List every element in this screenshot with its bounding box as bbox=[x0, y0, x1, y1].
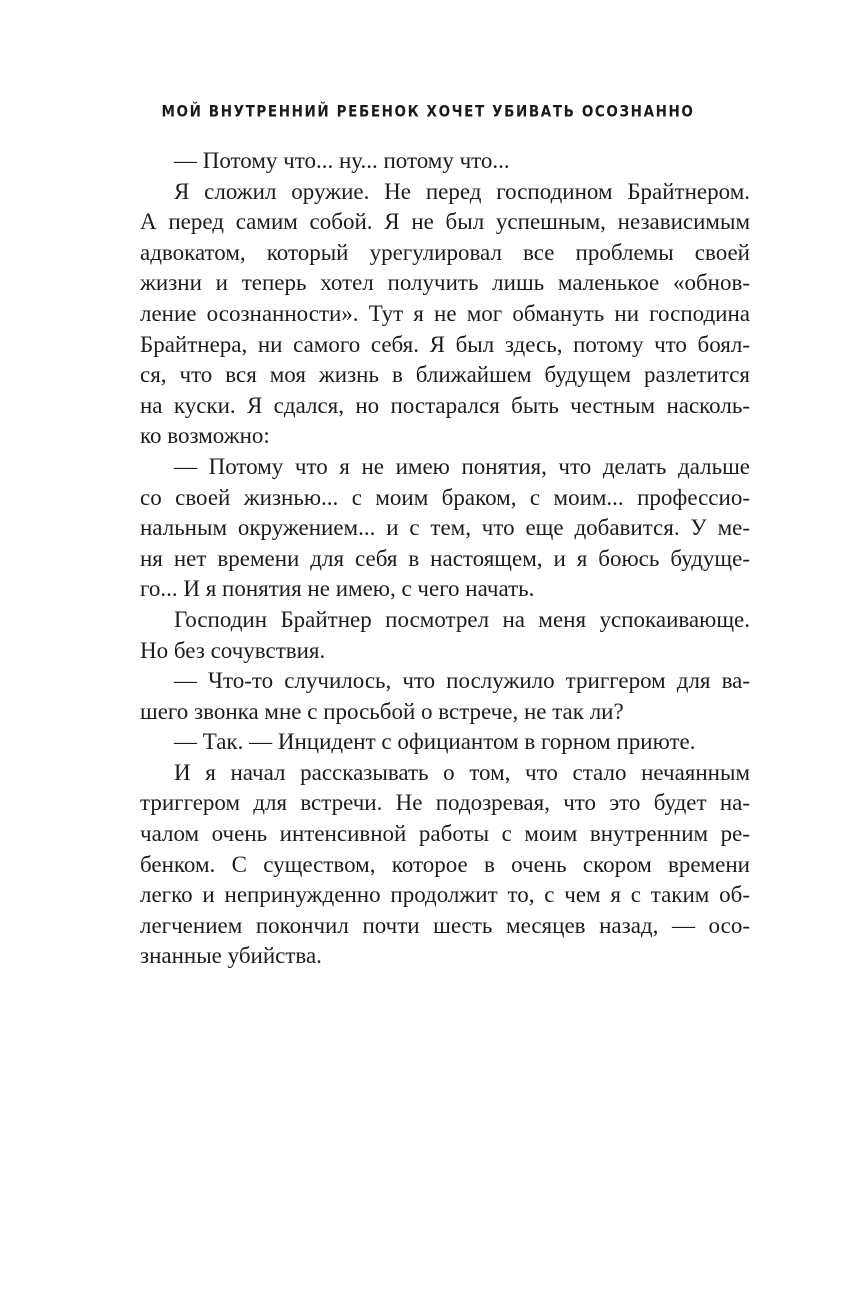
text-line: — Что-то случилось, что послужило триггером для ва- bbox=[174, 668, 750, 694]
text-line: Брайтнера, ни самого себя. Я был здесь, потому что боял- bbox=[140, 331, 750, 357]
text-line: — Потому что... ну... потому что... bbox=[174, 148, 510, 173]
text-line: жизни и теперь хотел получить лишь маленькое «обнов- bbox=[140, 270, 750, 296]
body-text bbox=[140, 146, 750, 972]
text-line: триггером для встречи. Не подозревая, что это будет на- bbox=[140, 790, 750, 816]
text-line: — Так. — Инцидент с официантом в горном приюте. bbox=[174, 729, 696, 755]
text-line: бенком. С существом, которое в очень скором времени bbox=[140, 851, 750, 877]
text-line: чалом очень интенсивной работы с моим внутренним ре- bbox=[140, 821, 750, 847]
text-line: шего звонка мне с просьбой о встрече, не так ли? bbox=[140, 698, 624, 724]
text-line: легчением покончил почти шесть месяцев назад, — осо- bbox=[140, 912, 750, 938]
text-line: знанные убийства. bbox=[140, 943, 322, 969]
text-line: Господин Брайтнер посмотрел на меня успокаивающе. bbox=[174, 606, 750, 632]
text-line: на куски. Я сдался, но постарался быть честным насколь- bbox=[140, 392, 750, 418]
text-line: ня нет времени для себя в настоящем, и я боюсь будуще- bbox=[140, 545, 750, 571]
text-line: со своей жизнью... с моим браком, с моим... профессио- bbox=[140, 484, 750, 510]
running-header: МОЙ ВНУТРЕННИЙ РЕБЕНОК ХОЧЕТ УБИВАТЬ ОСОЗНАННО bbox=[161, 102, 695, 122]
text-line: Но без сочувствия. bbox=[140, 637, 326, 663]
text-line: — Потому что я не имею понятия, что делать дальше bbox=[174, 453, 750, 479]
text-line: Я сложил оружие. Не перед господином Брайтнером. bbox=[174, 178, 750, 204]
text-line: адвокатом, который урегулировал все проблемы своей bbox=[140, 239, 750, 265]
text-line: ся, что вся моя жизнь в ближайшем будущем разлетится bbox=[140, 362, 750, 388]
text-line: А перед самим собой. Я не был успешным, независимым bbox=[140, 209, 750, 235]
text-line: легко и непринужденно продолжит то, с чем я с таким об- bbox=[140, 882, 750, 908]
text-line: нальным окружением... и с тем, что еще добавится. У ме- bbox=[140, 515, 750, 541]
text-line: ление осознанности». Тут я не мог обмануть ни господина bbox=[140, 300, 750, 326]
text-line: го... И я понятия не имею, с чего начать. bbox=[140, 576, 535, 602]
text-line: И я начал рассказывать о том, что стало нечаянным bbox=[174, 759, 750, 785]
text-line: ко возможно: bbox=[140, 423, 270, 449]
